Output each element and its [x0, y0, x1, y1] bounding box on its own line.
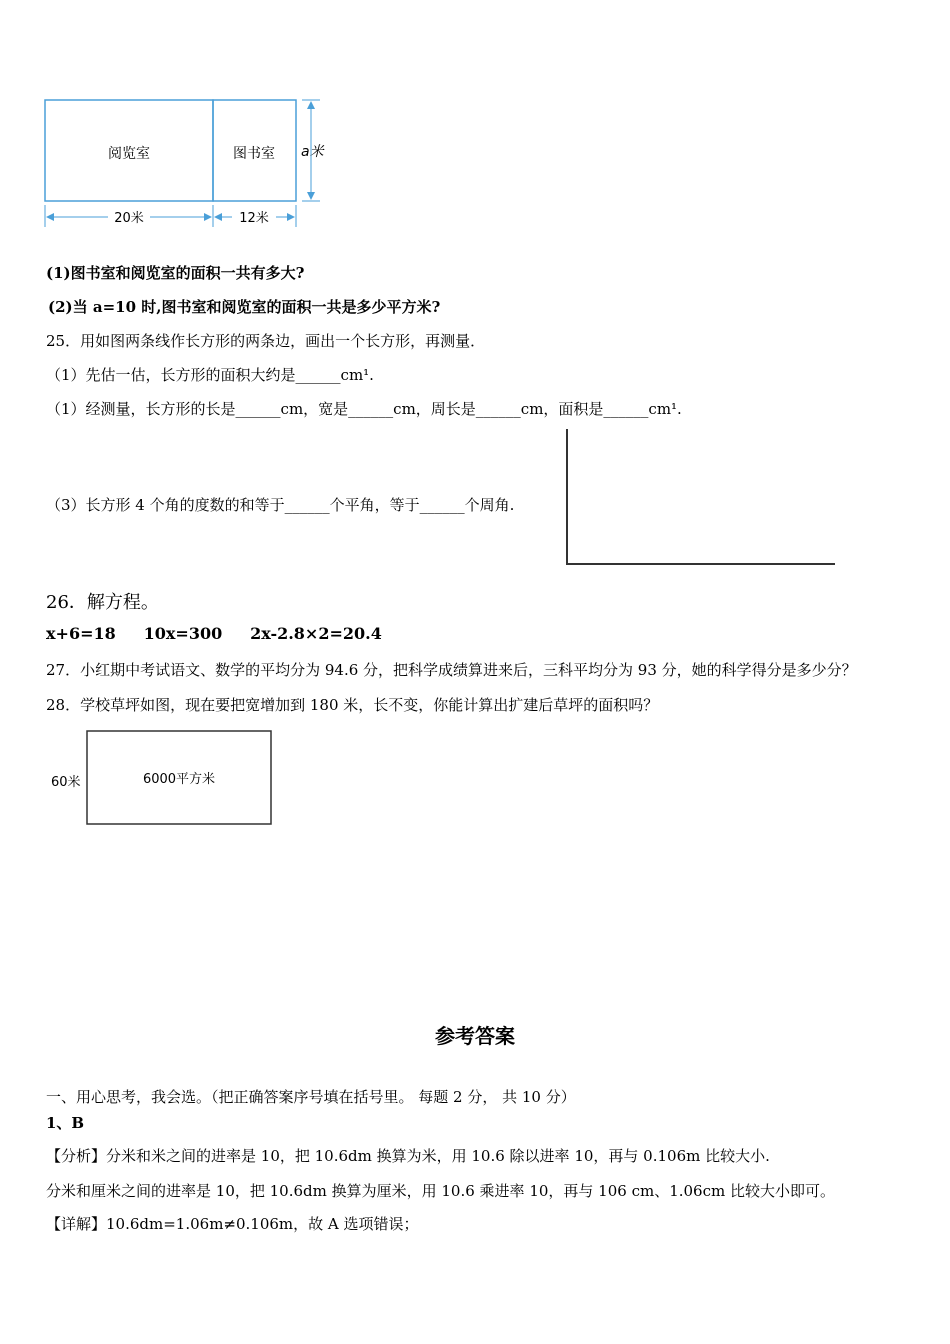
q28-text: 28．学校草坪如图，现在要把宽增加到 180 米，长不变，你能计算出扩建后草坪的面积吗？ — [46, 696, 659, 714]
rooms-figure — [40, 92, 340, 237]
q25-part3: （3）长方形 4 个角的度数的和等于______个平角，等于______个周角. — [46, 496, 515, 514]
q26-title: 26．解方程。 — [46, 592, 159, 613]
lawn-figure — [46, 725, 281, 835]
answer-detail: 【详解】10.6dm=1.06m≠0.106m，故 A 选项错误； — [46, 1215, 419, 1233]
q25-part1: （1）先估一估，长方形的面积大约是______cm¹. — [46, 366, 374, 384]
q25-part2: （1）经测量，长方形的长是______cm，宽是______cm，周长是______cm，面积是______cm¹. — [46, 400, 682, 418]
q24-part1: (1)图书室和阅览室的面积一共有多大? — [46, 264, 305, 282]
answer-analysis2: 分米和厘米之间的进率是 10，把 10.6dm 换算为厘米，用 10.6 乘进率 10，再与 106 cm、1.06cm 比较大小即可。 — [46, 1182, 835, 1200]
q27-text: 27．小红期中考试语文、数学的平均分为 94.6 分，把科学成绩算进来后，三科平均分为 93 分，她的科学得分是多少分？ — [46, 661, 857, 679]
lawn-area-label: 6000平方米 — [142, 772, 216, 787]
q24-part2: (2)当 a=10 时,图书室和阅览室的面积一共是多少平方米? — [48, 298, 441, 316]
library-label: 图书室 — [233, 146, 275, 162]
q25-lines-figure — [560, 425, 845, 570]
answer-item1: 1、B — [46, 1114, 85, 1132]
lawn-side-label: 60米 — [51, 775, 81, 790]
answer-analysis: 【分析】分米和米之间的进率是 10，把 10.6dm 换算为米，用 10.6 除以进率 10，再与 0.106m 比较大小. — [46, 1147, 770, 1165]
q26-equations: x+6=18 10x=300 2x-2.8×2=20.4 — [46, 624, 382, 643]
answers-section1: 一、用心思考，我会选。（把正确答案序号填在括号里。 每题 2 分， 共 10 分） — [46, 1088, 576, 1106]
height-label: a米 — [301, 144, 324, 160]
width-right-label: 12米 — [239, 211, 269, 226]
q25-title: 25．用如图两条线作长方形的两条边，画出一个长方形，再测量． — [46, 332, 486, 350]
width-left-label: 20米 — [114, 211, 144, 226]
reading-room-label: 阅览室 — [108, 146, 150, 162]
answers-heading: 参考答案 — [435, 1024, 515, 1048]
